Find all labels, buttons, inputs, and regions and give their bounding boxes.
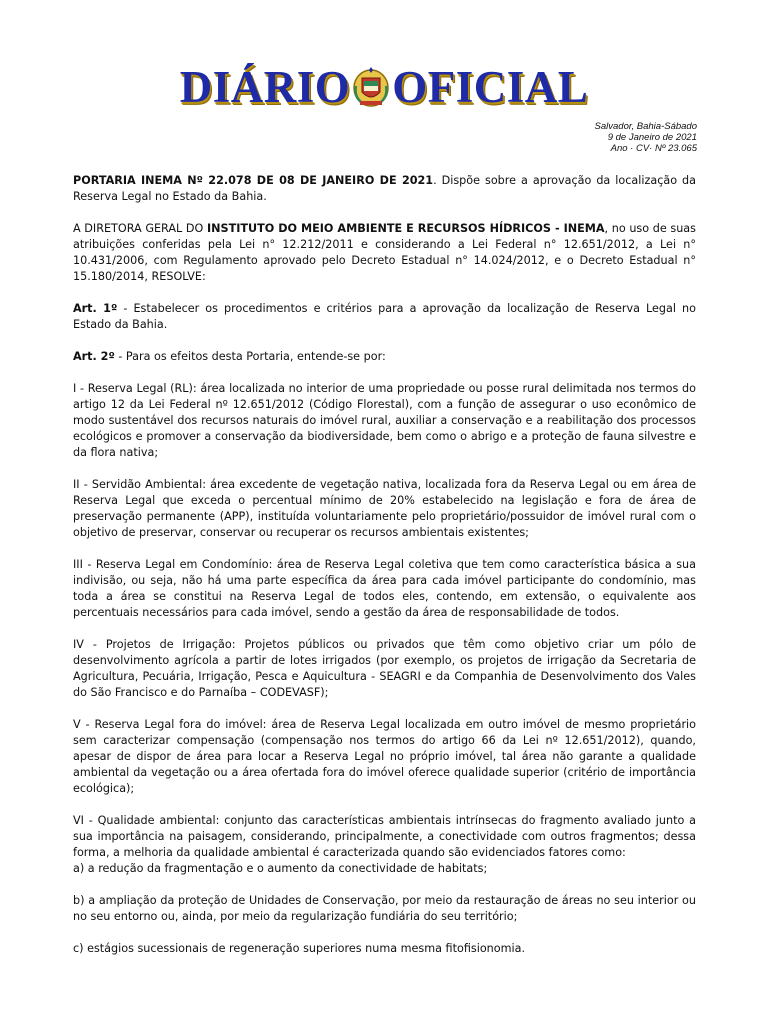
article-2-text: - Para os efeitos desta Portaria, entende-se por: [114, 350, 386, 363]
article-1-label: Art. 1º [73, 302, 118, 315]
item-v: V - Reserva Legal fora do imóvel: área de Reserva Legal localizada em outro imóvel de mesmo proprietário sem caracterizar compensação (compensação nos termos do artigo 66 da Lei nº 12.651/2012), quando, apesar de dispor de área para locar a Reserva Legal no próprio imóvel, tal área não garante a qualidade ambiental da vegetação ou a área ofertada fora do imóvel oferece qualidade superior (critério de importância ecológica); [73, 718, 696, 795]
article-2-label: Art. 2º [73, 350, 115, 363]
preamble-lead: A DIRETORA GERAL DO [73, 222, 207, 235]
portaria-heading [73, 173, 696, 205]
item-vi-b: b) a ampliação da proteção de Unidades de Conservação, por meio da restauração de áreas no seu interior ou no seu entorno ou, ainda, por meio da regularização fundiária do seu território; [73, 894, 696, 923]
article-1-text: - Estabelecer os procedimentos e critérios para a aprovação da localização de Reserva Legal no Estado da Bahia. [73, 302, 696, 331]
document-body [73, 173, 696, 973]
dateline-edition: Ano · CV· Nº 23.065 [610, 143, 697, 154]
masthead-word-left: DIÁRIO [179, 62, 351, 112]
masthead-word-right: OFICIAL [392, 62, 589, 112]
item-vi-a: a) a redução da fragmentação e o aumento da conectividade de habitats; [73, 862, 488, 875]
preamble-rest: , no uso de suas atribuições conferidas pela Lei n° 12.212/2011 e considerando a Lei Federal n° 12.651/2012, a Lei n° 10.431/2006, com Regulamento aprovado pelo Decreto Estadual n° 14.024/2012, e o Decreto Estadual n° 15.180/2014, RESOLVE: [73, 222, 696, 283]
item-iv: IV - Projetos de Irrigação: Projetos públicos ou privados que têm como objetivo criar um pólo de desenvolvimento agrícola a partir de lotes irrigados (por exemplo, os projetos de irrigação da Secretaria de Agricultura, Pecuária, Irrigação, Pesca e Aquicultura - SEAGRI e da Companhia de Desenvolvimento dos Vales do São Francisco e do Parnaíba – CODEVASF); [73, 638, 696, 699]
dateline-date: 9 de Janeiro de 2021 [607, 132, 697, 143]
item-i: I - Reserva Legal (RL): área localizada no interior de uma propriedade ou posse rural delimitada nos termos do artigo 12 da Lei Federal nº 12.651/2012 (Código Florestal), com a função de assegurar o uso econômico de modo sustentável dos recursos naturais do imóvel rural, auxiliar a conservação e a reabilitação dos processos ecológicos e promover a conservação da biodiversidade, bem como o abrigo e a proteção de fauna silvestre e da flora nativa; [73, 382, 696, 459]
bahia-coat-of-arms-icon [352, 66, 390, 108]
portaria-summary: . Dispõe sobre a aprovação da localização da Reserva Legal no Estado da Bahia. [73, 174, 696, 203]
article-2 [73, 349, 696, 365]
preamble [73, 221, 696, 285]
item-vi-c: c) estágios sucessionais de regeneração superiores numa mesma fitofisionomia. [73, 942, 526, 955]
item-iii: III - Reserva Legal em Condomínio: área de Reserva Legal coletiva que tem como característica básica a sua indivisão, ou seja, não há uma parte específica da área para cada imóvel participante do condomínio, mas toda a área se constitui na Reserva Legal de todos eles, contendo, em extensão, o equivalente aos percentuais necessários para cada imóvel, sendo a gestão da área de responsabilidade de todos. [73, 558, 696, 619]
preamble-institute: INSTITUTO DO MEIO AMBIENTE E RECURSOS HÍDRICOS - INEMA [206, 222, 605, 235]
article-1 [73, 301, 696, 333]
dateline-city-day: Salvador, Bahia-Sábado [594, 121, 697, 132]
item-vi: VI - Qualidade ambiental: conjunto das características ambientais intrínsecas do fragmento avaliado junto a sua importância na paisagem, considerando, principalmente, a conectividade com outros fragmentos; dessa forma, a melhoria da qualidade ambiental é caracterizada quando são evidenciados fatores como: [73, 814, 696, 859]
masthead [0, 62, 768, 112]
item-ii: II - Servidão Ambiental: área excedente de vegetação nativa, localizada fora da Reserva Legal ou em área de Reserva Legal que exceda o percentual mínimo de 20% estabelecido na legislação e fora de área de preservação permanente (APP), instituída voluntariamente pelo proprietário/possuidor de imóvel rural com o objetivo de preservar, conservar ou recuperar os recursos ambientais existentes; [73, 478, 696, 539]
dateline [595, 121, 697, 154]
portaria-title: PORTARIA INEMA Nº 22.078 DE 08 DE JANEIRO DE 2021 [73, 174, 434, 187]
